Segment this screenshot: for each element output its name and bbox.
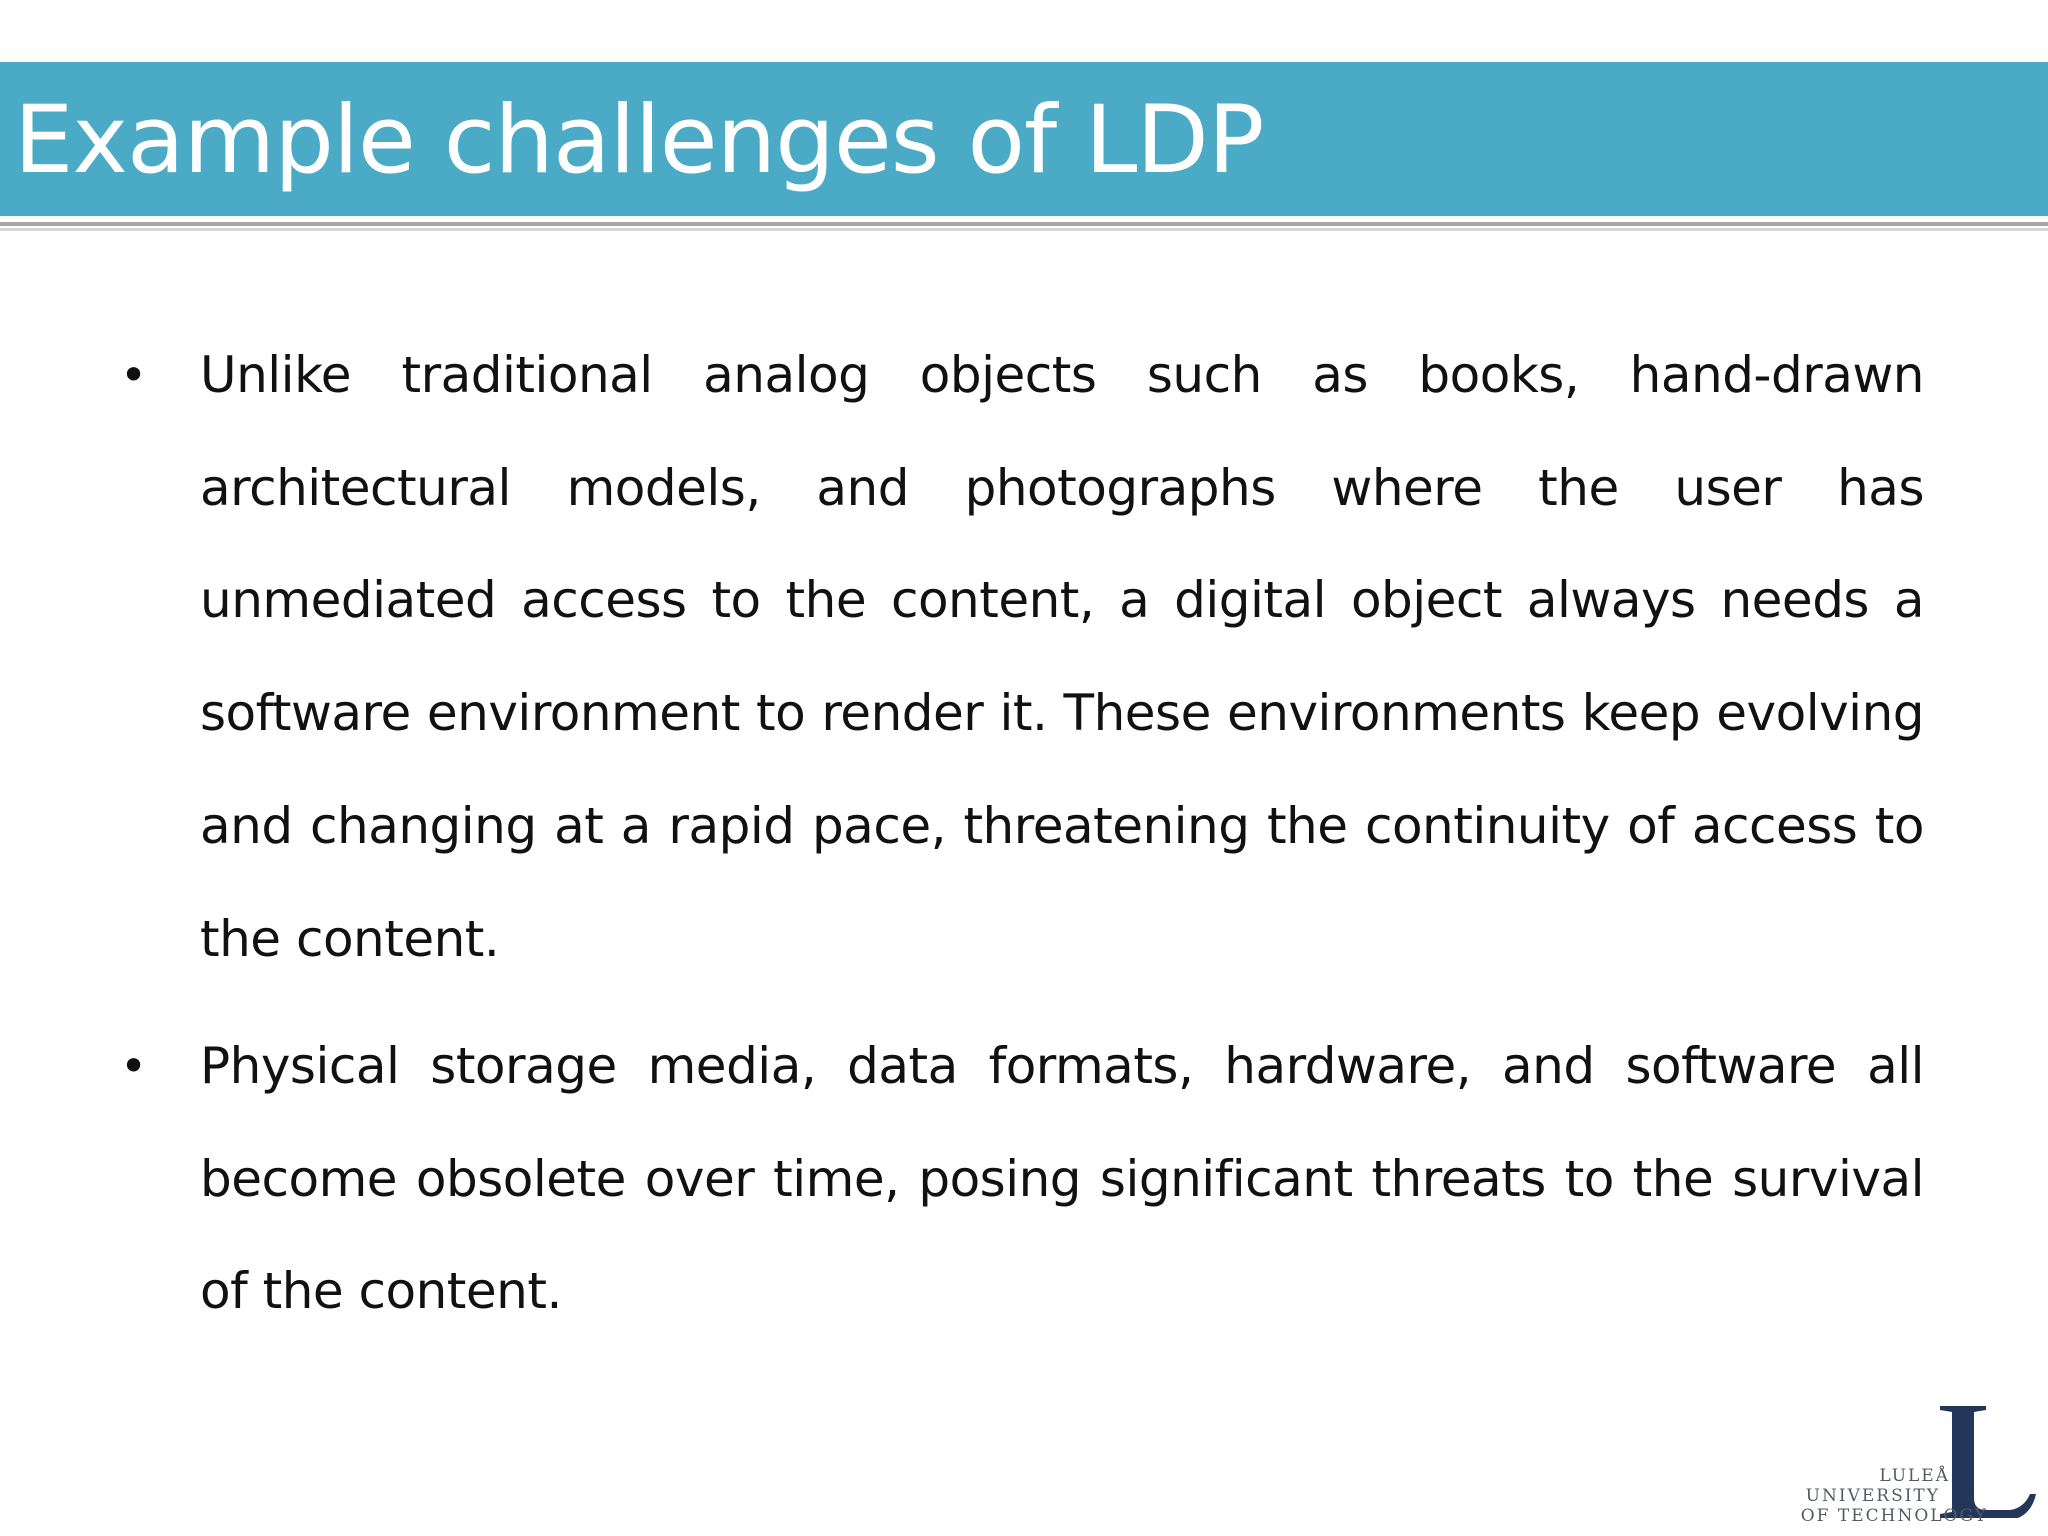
slide-title: Example challenges of LDP — [14, 86, 1264, 195]
bullet-item — [120, 319, 1924, 995]
bullet-text: Unlike traditional analog objects such as books, hand-drawn architectural models, and photographs where the user has unmediated access to the content, a digital object always needs a software environment to render it. These environments keep evolving and changing at a rapid pace, threatening the continuity of access to the content. — [200, 346, 1924, 968]
bullet-item — [120, 1010, 1924, 1348]
logo-text-technology: OF TECHNOLOGY — [1800, 1506, 1988, 1526]
university-logo — [1790, 1398, 2040, 1528]
title-underline-dark — [0, 222, 2048, 226]
bullet-icon: • — [120, 348, 147, 402]
logo-text-university: UNIVERSITY — [1805, 1486, 1940, 1506]
bullet-icon: • — [120, 1039, 147, 1093]
bullet-text: Physical storage media, data formats, hardware, and software all become obsolete over time, posing significant threats to the survival of the content. — [200, 1037, 1924, 1321]
logo-text-lulea: LULEÅ — [1879, 1466, 1950, 1486]
title-underline-light — [0, 228, 2048, 231]
